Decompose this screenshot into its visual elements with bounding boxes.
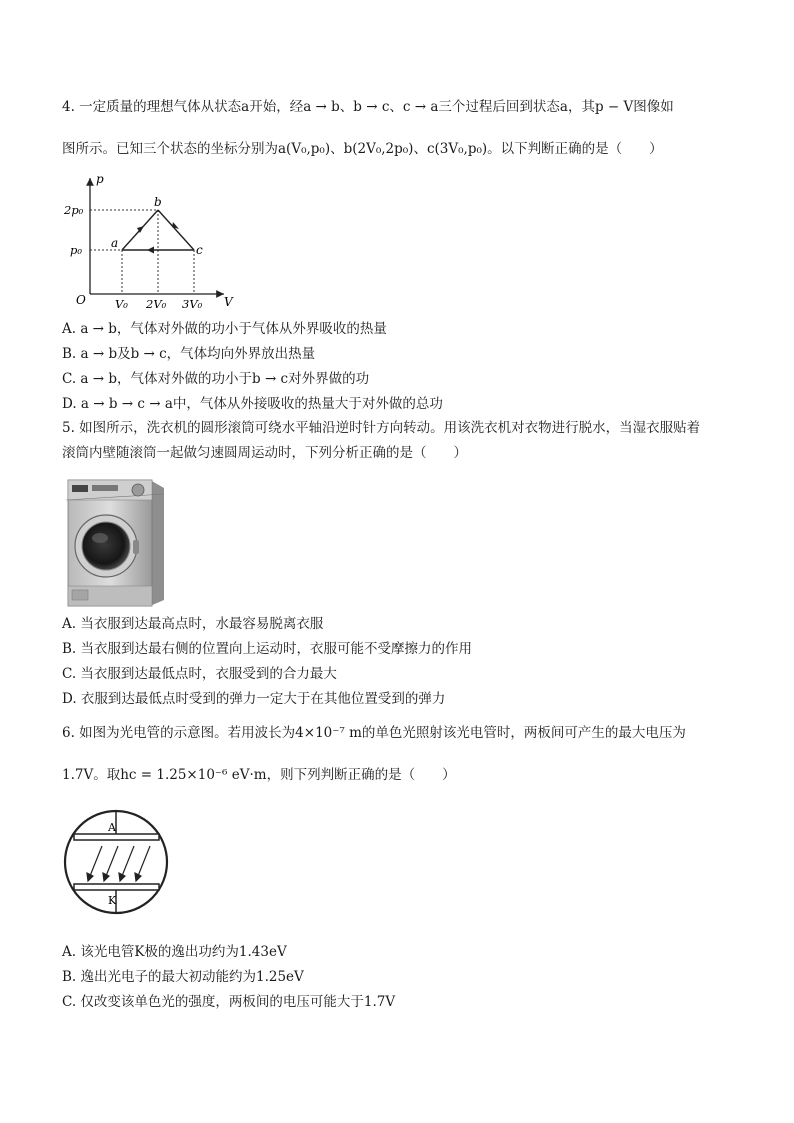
q4-stem-line2: 图所示。已知三个状态的坐标分别为a(V₀,p₀)、b(2V₀,2p₀)、c(3V₀,p₀)。以下判断正确的是（ ） (62, 141, 663, 157)
q6-stem-line1: 6. 如图为光电管的示意图。若用波长为4×10⁻⁷ m的单色光照射该光电管时，两板间可产生的最大电压为 (62, 725, 686, 741)
q6-option-b: B. 逸出光电子的最大初动能约为1.25eV (62, 969, 304, 985)
q4-option-b: B. a → b及b → c，气体均向外界放出热量 (62, 346, 316, 362)
plate-a (74, 834, 159, 840)
q5-stem-line1: 5. 如图所示，洗衣机的圆形滚筒可绕水平轴沿逆时针方向转动。用该洗衣机对衣物进行脱水，当湿衣服贴着 (62, 420, 701, 436)
q5-option-d: D. 衣服到达最低点时受到的弹力一定大于在其他位置受到的弹力 (62, 691, 446, 707)
q6-option-a: A. 该光电管K极的逸出功约为1.43eV (62, 944, 287, 960)
plate-a-label: A (108, 821, 116, 834)
process-bc (158, 210, 194, 250)
x-tick-v0: V₀ (115, 297, 128, 310)
plate-k (74, 884, 159, 890)
q4-option-d: D. a → b → c → a中，气体从外接吸收的热量大于对外做的总功 (62, 396, 443, 412)
q5-option-a: A. 当衣服到达最高点时，水最容易脱离衣服 (62, 616, 324, 632)
q6-stem-line2: 1.7V。取hc = 1.25×10⁻⁶ eV·m，则下列判断正确的是（ ） (62, 767, 456, 783)
q5-option-b: B. 当衣服到达最右侧的位置向上运动时，衣服可能不受摩擦力的作用 (62, 641, 473, 657)
phototube-diagram (62, 800, 174, 926)
y-tick-p0: p₀ (70, 243, 82, 257)
y-tick-2p0: 2p₀ (64, 203, 84, 217)
q5-option-c: C. 当衣服到达最低点时，衣服受到的合力最大 (62, 666, 337, 682)
point-c-label: c (196, 243, 203, 257)
washing-machine-image (62, 474, 168, 608)
q5-stem-line2: 滚筒内壁随滚筒一起做匀速圆周运动时，下列分析正确的是（ ） (62, 445, 467, 461)
axis-label-p: p (96, 172, 104, 186)
q4-option-a: A. a → b，气体对外做的功小于气体从外界吸收的热量 (62, 321, 387, 337)
x-tick-2v0: 2V₀ (146, 297, 167, 310)
point-a-label: a (111, 236, 119, 250)
x-tick-3v0: 3V₀ (182, 297, 203, 310)
axis-label-v: V (224, 295, 233, 309)
q4-stem-line1: 4. 一定质量的理想气体从状态a开始，经a → b、b → c、c → a三个过程后回到状态a，其p − V图像如 (62, 99, 674, 115)
q6-option-c: C. 仅改变该单色光的强度，两板间的电压可能大于1.7V (62, 994, 396, 1010)
point-b-label: b (154, 195, 162, 209)
pv-graph (62, 170, 242, 310)
q4-option-c: C. a → b，气体对外做的功小于b → c对外界做的功 (62, 371, 370, 387)
origin-label: O (76, 293, 86, 307)
plate-k-label: K (108, 894, 117, 907)
